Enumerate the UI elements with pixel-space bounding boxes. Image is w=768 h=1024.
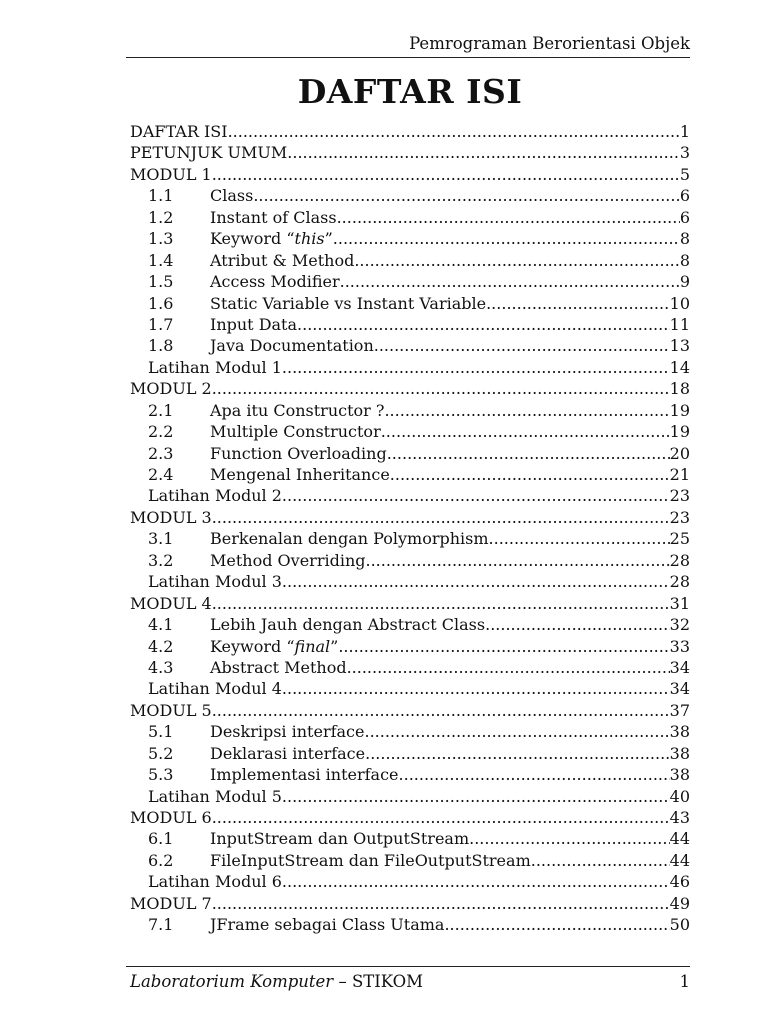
toc-entry-title: Deskripsi interface [210, 722, 365, 742]
toc-entry-title: Latihan Modul 4 [148, 679, 282, 699]
toc-entry-page: 14 [669, 357, 690, 377]
toc-dot-leader [366, 550, 670, 571]
toc-dot-leader [338, 636, 669, 657]
toc-entry-title: Input Data [210, 314, 298, 334]
toc-entry [130, 528, 690, 549]
toc-entry-page: 34 [669, 679, 690, 699]
toc-entry-title-suffix: ” [330, 636, 339, 656]
toc-entry-title: Multiple Constructor [210, 422, 381, 442]
toc-entry-page: 44 [669, 850, 690, 870]
toc-entry-number: 2.1 [148, 400, 174, 420]
footer-lab-name: Laboratorium Komputer [130, 972, 334, 991]
toc-entry-page: 21 [669, 465, 690, 484]
toc-entry [130, 893, 690, 914]
toc-dot-leader [282, 786, 670, 807]
toc-entry-title: Lebih Jauh dengan Abstract Class [210, 615, 486, 635]
page-title: DAFTAR ISI [297, 72, 523, 111]
toc-entry-page: 34 [669, 657, 690, 677]
toc-dot-leader [390, 464, 670, 485]
toc-entry-page: 8 [679, 250, 690, 270]
toc-entry-number: 1.5 [148, 272, 174, 292]
running-header [126, 33, 690, 58]
toc-entry-title: Static Variable vs Instant Variable [210, 293, 487, 313]
toc-entry [130, 421, 690, 442]
toc-dot-leader [364, 721, 669, 742]
toc-entry-number: 1.6 [148, 293, 174, 313]
toc-entry-number: 4.1 [148, 615, 174, 635]
toc-dot-leader [212, 893, 670, 914]
toc-entry-page: 10 [669, 293, 690, 313]
toc-entry-title: MODUL 7 [130, 893, 212, 913]
toc-dot-leader [444, 914, 669, 935]
toc-entry-page: 18 [669, 379, 690, 399]
toc-dot-leader [333, 228, 680, 249]
toc-entry-page: 28 [669, 550, 690, 570]
toc-entry [130, 657, 690, 678]
toc-entry-page: 6 [679, 207, 690, 227]
toc-dot-leader [228, 121, 680, 142]
toc-entry-title: Berkenalan dengan Polymorphism [210, 529, 489, 549]
toc-dot-leader [212, 593, 670, 614]
toc-entry-page: 37 [669, 700, 690, 720]
toc-dot-leader [531, 850, 670, 871]
toc-dot-leader [212, 507, 670, 528]
toc-entry [130, 507, 690, 528]
toc-entry-title: MODUL 1 [130, 164, 212, 184]
toc-entry-number: 6.1 [148, 829, 174, 849]
toc-dot-leader [282, 871, 670, 892]
toc-dot-leader [489, 528, 670, 549]
toc-entry-page: 40 [669, 786, 690, 806]
toc-entry [130, 636, 690, 657]
toc-entry-page: 23 [669, 507, 690, 527]
footer-page-number: 1 [679, 972, 690, 991]
toc-dot-leader [387, 443, 670, 464]
toc-entry [130, 550, 690, 571]
toc-entry-page: 38 [669, 765, 690, 785]
toc-entry-number: 1.7 [148, 314, 174, 334]
toc-entry [130, 764, 690, 785]
toc-entry-title: PETUNJUK UMUM [130, 143, 288, 163]
toc-dot-leader [297, 314, 670, 335]
toc-entry-number: 1.8 [148, 336, 174, 356]
toc-entry [130, 271, 690, 292]
toc-dot-leader [354, 250, 679, 271]
toc-entry-page: 44 [669, 829, 690, 849]
toc-dot-leader [347, 657, 670, 678]
toc-entry-title: Latihan Modul 5 [148, 786, 282, 806]
toc-entry-title: Apa itu Constructor ? [210, 400, 385, 420]
toc-dot-leader [282, 485, 670, 506]
toc-dot-leader [212, 164, 680, 185]
toc-entry-page: 20 [669, 443, 690, 463]
toc-entry [130, 464, 690, 485]
toc-entry [130, 743, 690, 764]
toc-entry-page: 38 [669, 743, 690, 763]
toc-entry-number: 5.1 [148, 722, 174, 742]
toc-entry-title: MODUL 2 [130, 379, 212, 399]
toc-entry-number: 4.2 [148, 636, 174, 656]
toc-entry-page: 46 [669, 872, 690, 892]
toc-entry [130, 443, 690, 464]
toc-entry-page: 1 [679, 122, 690, 141]
toc-entry-title: MODUL 5 [130, 700, 212, 720]
toc-entry-title: Latihan Modul 1 [148, 357, 282, 377]
toc-entry-title: Atribut & Method [210, 250, 355, 270]
running-footer [126, 966, 690, 997]
toc-entry-title-suffix: ” [324, 229, 333, 249]
toc-entry-page: 49 [669, 893, 690, 913]
toc-entry [130, 164, 690, 185]
toc-entry-page: 33 [669, 636, 690, 656]
toc-entry [130, 250, 690, 271]
toc-entry-number: 2.4 [148, 465, 174, 484]
toc-entry [130, 228, 690, 249]
toc-entry-title: Latihan Modul 2 [148, 486, 282, 506]
toc-entry-title [210, 636, 338, 657]
toc-entry [130, 571, 690, 592]
toc-dot-leader [253, 185, 679, 206]
toc-entry-title: FileInputStream dan FileOutputStream [210, 850, 531, 870]
toc-entry [130, 293, 690, 314]
toc-entry [130, 121, 690, 142]
toc-dot-leader [287, 142, 680, 163]
toc-entry-number: 7.1 [148, 915, 174, 935]
toc-dot-leader [212, 807, 670, 828]
toc-entry-title: DAFTAR ISI [130, 122, 228, 141]
toc-entry-number: 3.1 [148, 529, 174, 549]
toc-entry-title: MODUL 6 [130, 808, 212, 827]
toc-entry-title: Function Overloading [210, 443, 387, 463]
toc-entry-page: 28 [669, 572, 690, 592]
toc-dot-leader [212, 378, 670, 399]
toc-entry-title-emphasis: final [294, 636, 331, 656]
toc-entry-page: 25 [669, 529, 690, 549]
toc-entry-title-prefix: Keyword “ [210, 636, 295, 656]
toc-dot-leader [485, 614, 670, 635]
toc-entry [130, 850, 690, 871]
toc-entry-title: Instant of Class [210, 207, 337, 227]
toc-dot-leader [337, 207, 680, 228]
toc-dot-leader [340, 271, 680, 292]
toc-entry-number: 1.3 [148, 229, 174, 249]
header-title: Pemrograman Berorientasi Objek [409, 34, 690, 53]
toc-entry-number: 5.2 [148, 743, 174, 763]
toc-entry-page: 31 [669, 593, 690, 613]
toc-entry-title-prefix: Keyword “ [210, 229, 295, 249]
toc-entry-title: Latihan Modul 3 [148, 572, 282, 592]
toc-entry-page: 50 [669, 915, 690, 935]
toc-entry-page: 3 [679, 143, 690, 163]
toc-dot-leader [384, 400, 669, 421]
toc-entry [130, 485, 690, 506]
toc-entry-page: 19 [669, 400, 690, 420]
toc-entry-number: 4.3 [148, 657, 174, 677]
toc-dot-leader [212, 700, 670, 721]
toc-entry [130, 357, 690, 378]
toc-entry-page: 8 [679, 229, 690, 249]
toc-entry-number: 2.2 [148, 422, 174, 442]
toc-entry [130, 335, 690, 356]
toc-entry [130, 914, 690, 935]
footer-org: – STIKOM [333, 972, 424, 991]
toc-entry-title [210, 228, 333, 249]
toc-entry-page: 11 [669, 314, 690, 334]
footer-institution [130, 969, 423, 995]
toc-entry [130, 807, 690, 828]
toc-entry-page: 19 [669, 422, 690, 442]
toc-entry-number: 5.3 [148, 765, 174, 785]
toc-dot-leader [282, 678, 670, 699]
toc-dot-leader [399, 764, 670, 785]
toc-entry-title-emphasis: this [294, 229, 325, 249]
toc-entry-title: MODUL 3 [130, 507, 212, 527]
toc-entry [130, 614, 690, 635]
toc-entry [130, 721, 690, 742]
toc-dot-leader [282, 357, 670, 378]
toc-dot-leader [486, 293, 670, 314]
toc-entry-page: 5 [679, 164, 690, 184]
toc-entry [130, 314, 690, 335]
toc-entry-number: 3.2 [148, 550, 174, 570]
toc-entry-number: 2.3 [148, 443, 174, 463]
toc-entry-page: 32 [669, 615, 690, 635]
toc-entry-title: MODUL 4 [130, 593, 212, 613]
toc-entry [130, 593, 690, 614]
toc-entry-title: Java Documentation [210, 336, 374, 356]
toc-entry [130, 871, 690, 892]
toc-dot-leader [469, 828, 670, 849]
toc-entry [130, 828, 690, 849]
toc-dot-leader [374, 335, 670, 356]
toc-entry [130, 142, 690, 163]
toc-entry-title: Abstract Method [210, 657, 347, 677]
toc-entry-page: 13 [669, 336, 690, 356]
toc-entry-number: 1.1 [148, 186, 174, 206]
toc-entry [130, 185, 690, 206]
toc-entry-number: 6.2 [148, 850, 174, 870]
toc-entry [130, 207, 690, 228]
toc-entry-title: Implementasi interface [210, 765, 399, 785]
toc-entry-page: 23 [669, 486, 690, 506]
toc-entry-page: 43 [669, 808, 690, 827]
table-of-contents [130, 121, 690, 936]
toc-entry-title: Mengenal Inheritance [210, 465, 390, 484]
toc-entry [130, 378, 690, 399]
toc-entry-title: InputStream dan OutputStream [210, 829, 470, 849]
toc-entry-number: 1.4 [148, 250, 174, 270]
toc-dot-leader [365, 743, 670, 764]
toc-entry [130, 400, 690, 421]
toc-entry-title: Access Modifier [210, 272, 340, 292]
toc-dot-leader [282, 571, 670, 592]
toc-dot-leader [381, 421, 670, 442]
toc-entry-title: Latihan Modul 6 [148, 872, 282, 892]
toc-entry [130, 700, 690, 721]
toc-entry-title: Class [210, 186, 254, 206]
toc-entry-number: 1.2 [148, 207, 174, 227]
toc-entry [130, 678, 690, 699]
toc-entry [130, 786, 690, 807]
toc-entry-page: 6 [679, 186, 690, 206]
toc-entry-title: Method Overriding [210, 550, 366, 570]
toc-entry-page: 38 [669, 722, 690, 742]
toc-entry-page: 9 [679, 272, 690, 292]
toc-entry-title: JFrame sebagai Class Utama [210, 915, 445, 935]
toc-entry-title: Deklarasi interface [210, 743, 366, 763]
